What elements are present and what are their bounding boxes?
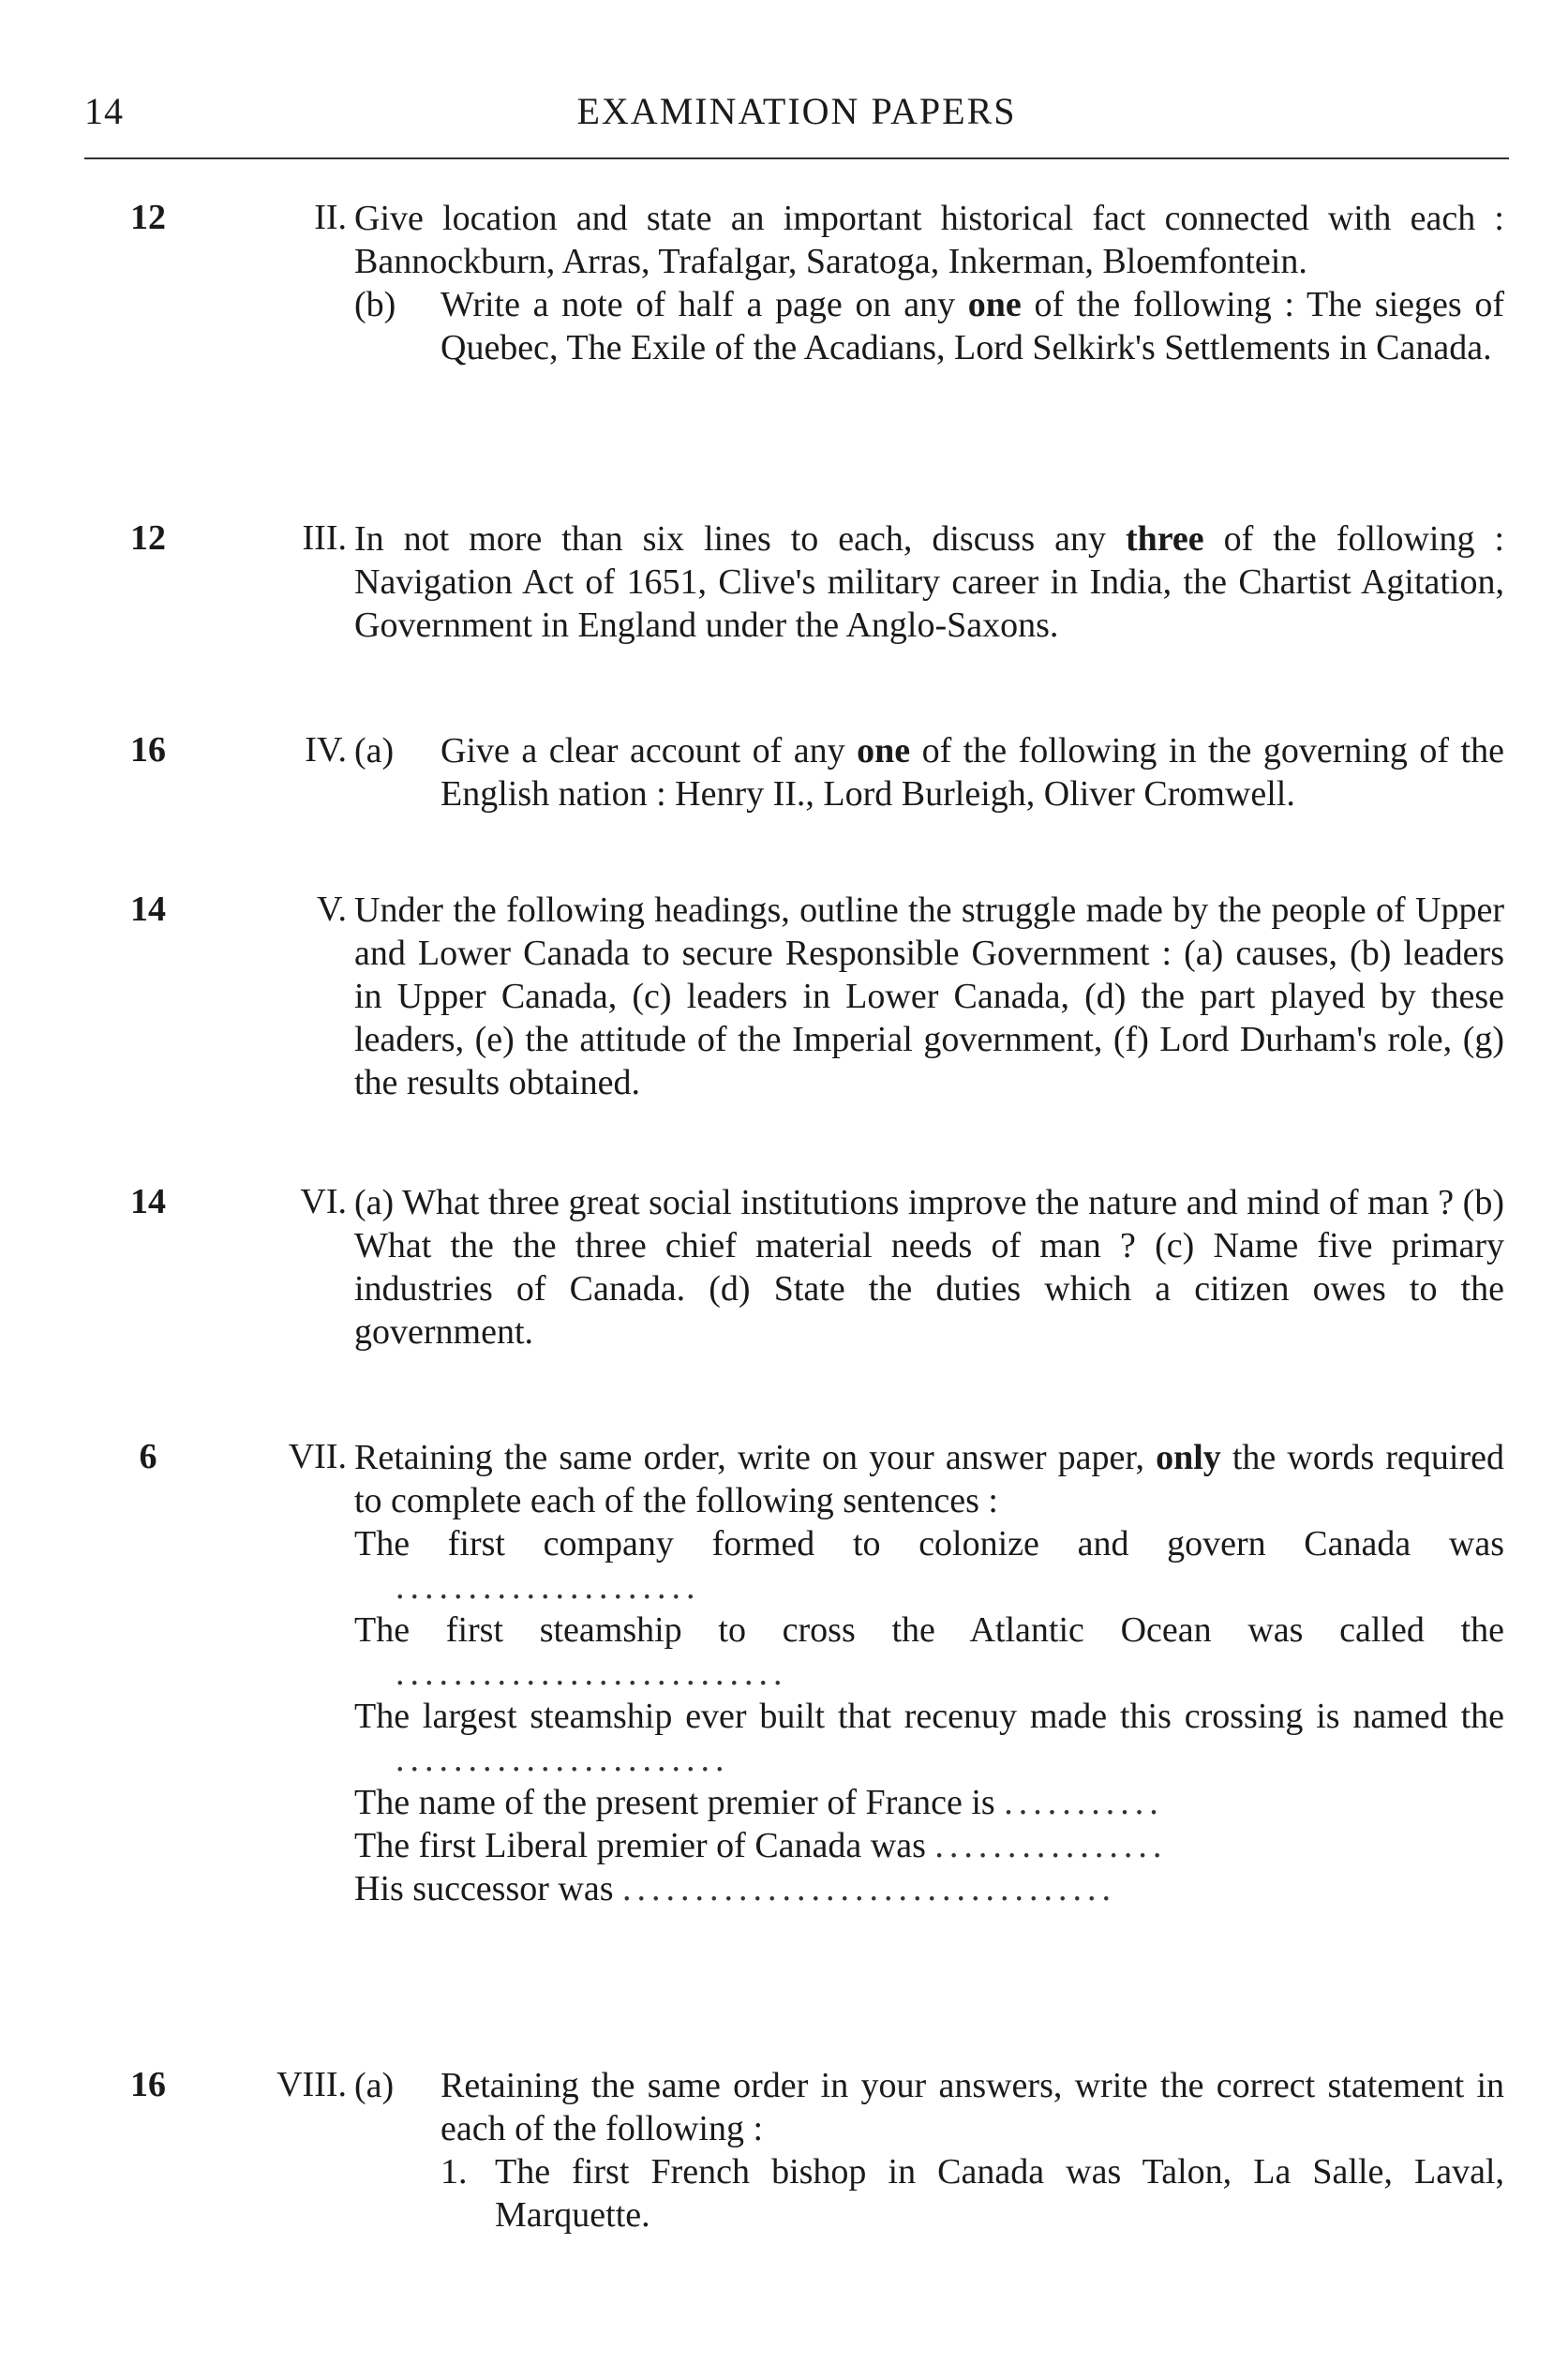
question-text: Give location and state an important historical fact connected with each : Bannockburn, Arras, Trafalgar, Saratoga, Inkerman, Bloemfontein. bbox=[354, 199, 1504, 281]
page-header bbox=[84, 89, 1509, 145]
fill-in-text: The first company formed to colonize and govern Canada was bbox=[354, 1524, 1504, 1564]
question-body bbox=[354, 1436, 1504, 1910]
question-text: (a) What three great social institutions improve the nature and mind of man ? (b) What the the three chief material needs of man ? (c) Name five primary industries of Canada. (d) State the duties which a citizen owes to the government. bbox=[354, 1183, 1504, 1352]
fill-in-item bbox=[354, 1608, 1504, 1695]
emphasis: only bbox=[1156, 1438, 1221, 1477]
fill-in-item bbox=[354, 1522, 1504, 1608]
subpart-b bbox=[354, 283, 1504, 369]
fill-in-text: The first steamship to cross the Atlantic Ocean was called the bbox=[354, 1610, 1504, 1650]
question-text-rest: the words required to complete each of the following sentences : bbox=[354, 1438, 1504, 1520]
question-number: VIII. bbox=[276, 2065, 347, 2104]
fill-in-text: The name of the present premier of France is bbox=[354, 1783, 995, 1822]
fill-in-dots: ........... bbox=[1004, 1783, 1164, 1822]
emphasis: one bbox=[967, 285, 1022, 324]
marks: 12 bbox=[130, 198, 166, 237]
running-title: EXAMINATION PAPERS bbox=[576, 90, 1017, 132]
fill-in-text: The largest steamship ever built that recenuy made this crossing is named the bbox=[354, 1697, 1504, 1736]
question-text: Under the following headings, outline the struggle made by the people of Upper and Lower Canada to secure Responsible Government : (a) causes, (b) leaders in Upper Canada, (c) leaders in Lower Canada, (d) the part played by these leaders, (e) the attitude of the Imperial government, (f) Lord Durham's role, (g) the results obtained. bbox=[354, 890, 1504, 1102]
fill-in-item bbox=[354, 1867, 1504, 1910]
numbered-item bbox=[354, 2150, 1504, 2237]
question-text-rest: of the following : Navigation Act of 1651, Clive's military career in India, the Chartist Agitation, Government in England under the Anglo-Saxons. bbox=[354, 519, 1505, 645]
subpart-label: (a) bbox=[354, 2066, 395, 2105]
fill-in-text: His successor was bbox=[354, 1869, 614, 1908]
marks: 12 bbox=[130, 518, 166, 558]
emphasis: three bbox=[1125, 519, 1204, 559]
subpart-text: Give a clear account of any bbox=[441, 731, 858, 771]
item-number: 1. bbox=[441, 2152, 468, 2192]
question-text-start: In not more than six lines to each, discuss any bbox=[354, 519, 1126, 559]
question-body bbox=[354, 197, 1504, 369]
subpart-text: Write a note of half a page on any bbox=[441, 285, 968, 324]
subpart-a bbox=[354, 2064, 1504, 2150]
subpart-text-rest: of the following in the governing of the English nation : Henry II., Lord Burleigh, Oliver Cromwell. bbox=[441, 731, 1504, 814]
fill-in-dots: ................ bbox=[934, 1826, 1168, 1865]
question-body bbox=[354, 2064, 1504, 2237]
question-number: V. bbox=[316, 890, 347, 929]
item-text: The first French bishop in Canada was Talon, La Salle, Laval, Marquette. bbox=[495, 2152, 1504, 2235]
question-body bbox=[354, 1181, 1504, 1354]
question-number: IV. bbox=[305, 730, 347, 770]
question-number: VII. bbox=[288, 1437, 347, 1476]
subpart-label: (a) bbox=[354, 731, 395, 771]
fill-in-dots: .................................. bbox=[622, 1869, 1117, 1908]
header-rule bbox=[84, 157, 1509, 159]
marks: 14 bbox=[130, 890, 166, 929]
question-number: III. bbox=[302, 518, 347, 558]
question-text-start: Retaining the same order, write on your answer paper, bbox=[354, 1438, 1157, 1477]
marks: 16 bbox=[130, 730, 166, 770]
question-body bbox=[354, 889, 1504, 1104]
question-text bbox=[354, 1436, 1504, 1522]
question-number: VI. bbox=[300, 1182, 347, 1221]
subpart-text: Retaining the same order in your answers, write the correct statement in each of the following : bbox=[441, 2066, 1504, 2148]
question-body bbox=[354, 729, 1504, 815]
question-body bbox=[354, 517, 1504, 647]
subpart-label: (b) bbox=[354, 285, 396, 324]
question-text bbox=[354, 517, 1504, 647]
subpart-a bbox=[354, 729, 1504, 815]
fill-in-item bbox=[354, 1781, 1504, 1824]
fill-in-dots: ........................... bbox=[396, 1653, 788, 1693]
fill-in-item bbox=[354, 1824, 1504, 1867]
emphasis: one bbox=[857, 731, 911, 771]
marks: 16 bbox=[130, 2065, 166, 2104]
fill-in-dots: ..................... bbox=[396, 1567, 701, 1607]
fill-in-item bbox=[354, 1695, 1504, 1781]
fill-in-text: The first Liberal premier of Canada was bbox=[354, 1826, 926, 1865]
page-number: 14 bbox=[84, 90, 124, 132]
question-number: II. bbox=[314, 198, 347, 237]
marks: 6 bbox=[139, 1437, 157, 1476]
fill-in-dots: ....................... bbox=[396, 1740, 730, 1779]
subpart-text-rest: of the following : The sieges of Quebec, The Exile of the Acadians, Lord Selkirk's Settlements in Canada. bbox=[441, 285, 1504, 367]
marks: 14 bbox=[130, 1182, 166, 1221]
